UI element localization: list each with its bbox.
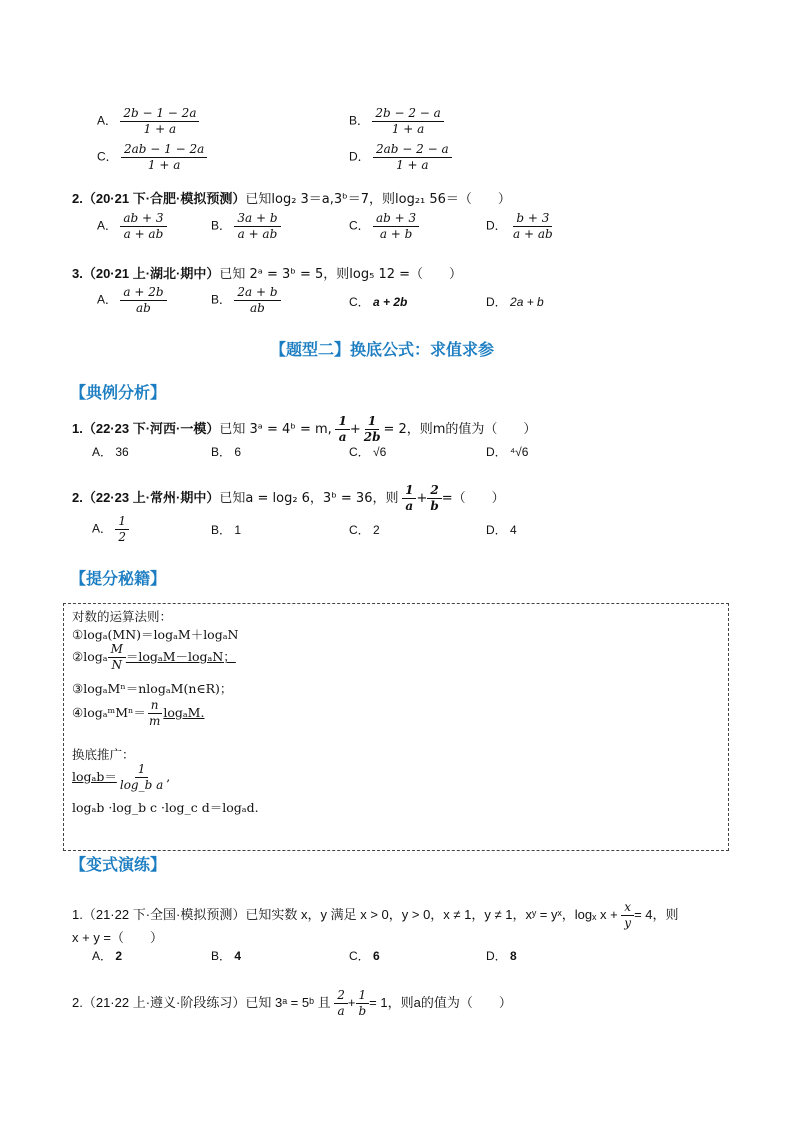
option-b: B． 6 bbox=[211, 445, 242, 459]
option-d: D． $\frac{b + 3}{a + ab}$ bbox=[486, 211, 553, 241]
option-d: D． 2a + b bbox=[486, 295, 544, 309]
option-c: C． √6 bbox=[349, 445, 387, 459]
option-b: B． $\frac{2b - 2 - a}{1 + a}$ bbox=[349, 106, 444, 137]
rule-2: ②logₐ $\frac{M}{N}$ ＝logₐM－logₐN； bbox=[72, 642, 236, 672]
option-a: A． $\frac{2b - 1 - 2a}{1 + a}$ bbox=[97, 106, 199, 137]
option-c: C． 2 bbox=[349, 523, 380, 537]
option-b: B． 1 bbox=[211, 523, 242, 537]
option-a: A． $\frac{ab + 3}{a + ab}$ bbox=[97, 211, 167, 242]
option-c: C． $\frac{2ab - 1 - 2a}{1 + a}$ bbox=[97, 142, 207, 173]
extension-1: logₐb＝ $\frac{1}{\text{log\_b a}}$ , bbox=[72, 762, 171, 792]
section-title: 【题型二】换底公式：求值求参 bbox=[270, 340, 495, 359]
example-1-stem: 1.（22·23 下·河西·一模）已知 3ᵃ = 4ᵇ = m, $\frac{1}{a}$ + $\frac{1}{2b}$ = 2，则m的值为（ ） bbox=[72, 414, 537, 444]
option-b: B． 4 bbox=[211, 949, 242, 963]
question-3-stem: 3.（20·21 上·湖北·期中）已知 2ᵃ = 3ᵇ = 5，则log₅ 12 =（ ） bbox=[72, 266, 463, 282]
practice-2-stem: 2.（21·22 上·遵义·阶段练习）已知 3ᵃ = 5ᵇ 且 $\frac{2}{a}$ + $\frac{1}{b}$ = 1，则a的值为（ ） bbox=[72, 988, 512, 1018]
option-a: A． $\frac{1}{2}$ bbox=[92, 514, 129, 545]
question-2-stem: 2.（20·21 下·合肥·模拟预测）已知log₂ 3＝a,3ᵇ＝7，则log₂₁ 56＝（ ） bbox=[72, 191, 511, 207]
rule-4: ④logₐᵐMⁿ＝ $\frac{n}{m}$ logₐM. bbox=[72, 698, 205, 728]
practice-1-stem: 1.（21·22 下·全国·模拟预测）已知实数 x，y 满足 x > 0，y > 0，x ≠ 1，y ≠ 1，xʸ = yˣ，logₓ x + $\frac{x}{y}$ = 4，则 bbox=[72, 900, 679, 930]
extension-title: 换底推广： bbox=[72, 747, 135, 762]
option-d: D． ⁴√6 bbox=[486, 445, 529, 459]
tips-box bbox=[63, 603, 729, 851]
extension-2: logₐb ·log_b c ·log_c d＝logₐd. bbox=[72, 800, 259, 815]
option-c: C． 6 bbox=[349, 949, 380, 963]
option-c: C． a + 2b bbox=[349, 295, 408, 309]
option-a: A． 36 bbox=[92, 445, 129, 459]
tips-intro: 对数的运算法则： bbox=[72, 609, 173, 624]
rule-3: ③logₐMⁿ＝nlogₐM(n∈R)； bbox=[72, 681, 233, 696]
option-a: A． $\frac{a + 2b}{ab}$ bbox=[97, 285, 167, 316]
practice-1-stem-line2: x + y =（ ） bbox=[72, 930, 164, 945]
option-d: D． $\frac{2ab - 2 - a}{1 + a}$ bbox=[349, 142, 452, 173]
option-a: A． 2 bbox=[92, 949, 123, 963]
rule-1: ①logₐ(MN)＝logₐM＋logₐN bbox=[72, 627, 239, 642]
option-d: D． 4 bbox=[486, 523, 517, 537]
option-c: C． $\frac{ab + 3}{a + b}$ bbox=[349, 211, 419, 242]
heading-example-analysis: 【典例分析】 bbox=[70, 383, 167, 402]
option-b: B． $\frac{2a + b}{ab}$ bbox=[211, 285, 281, 316]
heading-tips: 【提分秘籍】 bbox=[70, 569, 167, 588]
option-d: D． 8 bbox=[486, 949, 517, 963]
option-b: B． $\frac{3a + b}{a + ab}$ bbox=[211, 211, 281, 242]
heading-practice: 【变式演练】 bbox=[70, 855, 167, 874]
example-2-stem: 2.（22·23 上·常州·期中）已知a = log₂ 6，3ᵇ = 36，则 $\frac{1}{a}$ + $\frac{2}{b}$ =（ ） bbox=[72, 483, 505, 513]
